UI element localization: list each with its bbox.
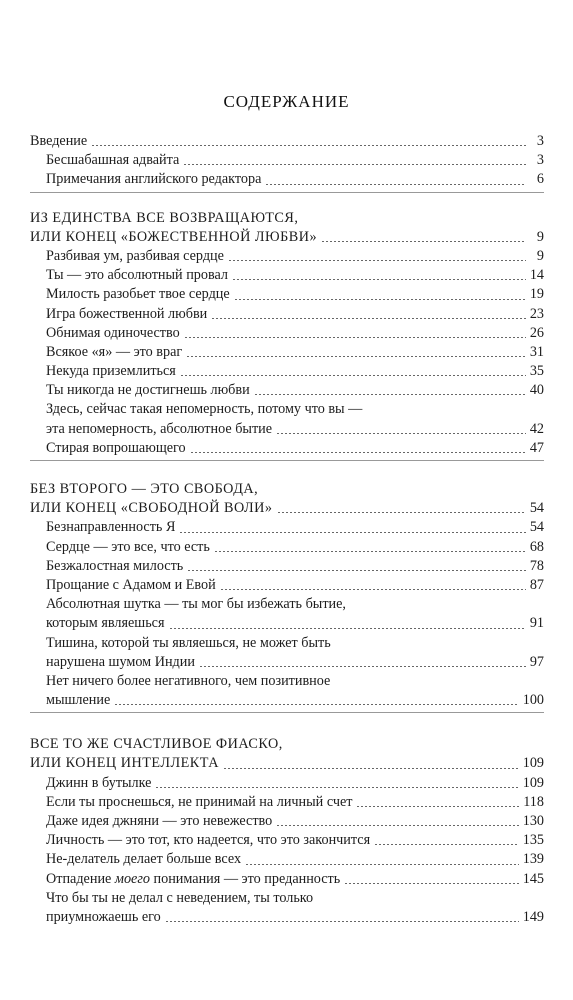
dot-leader	[190, 452, 526, 453]
toc-entry	[30, 170, 544, 189]
toc-entry	[30, 381, 544, 400]
entry-label: мышление	[46, 692, 111, 709]
page-number: 118	[523, 793, 544, 810]
toc-entry	[30, 247, 544, 266]
dot-leader	[214, 551, 526, 552]
entry-label: приумножаешь его	[46, 908, 161, 925]
dot-leader	[187, 570, 526, 571]
section-divider	[30, 460, 544, 461]
page-number: 100	[522, 692, 544, 709]
toc-entry	[30, 266, 544, 285]
dot-leader	[232, 279, 526, 280]
entry-label: Безнаправленность Я	[46, 519, 176, 536]
entry-label: которым являешься	[46, 615, 165, 632]
page-number: 47	[529, 439, 544, 456]
entry-label: Сердце — это все, что есть	[46, 538, 210, 555]
page-number: 68	[529, 538, 544, 555]
page-number: 23	[529, 305, 544, 322]
entry-label: Не-делатель делает больше всех	[46, 851, 242, 868]
page-number: 145	[522, 870, 544, 887]
page-number: 78	[529, 557, 544, 574]
page-number: 26	[529, 324, 544, 341]
section-heading-3-line2	[30, 754, 544, 773]
dot-leader	[220, 589, 526, 590]
toc-entry	[30, 324, 544, 343]
entry-label: нарушена шумом Индии	[46, 653, 195, 670]
entry-label: Если ты проснешься, не принимай на личный счет	[46, 793, 353, 810]
page-number: 3	[536, 152, 544, 169]
entry-label: Бесшабашная адвайта	[46, 152, 180, 169]
dot-leader	[186, 356, 526, 357]
entry-label: Джинн в бутылке	[46, 774, 152, 791]
entry-label: Ты — это абсолютный провал	[46, 267, 228, 284]
dot-leader	[169, 628, 526, 629]
dot-leader	[199, 666, 526, 667]
entry-label: Всякое «я» — это враг	[46, 343, 183, 360]
table-of-contents	[30, 132, 544, 927]
dot-leader	[276, 433, 526, 434]
page-number: 130	[522, 813, 544, 829]
page-number: 54	[529, 500, 544, 517]
entry-label: эта непомерность, абсолютное бытие	[46, 420, 273, 437]
toc-entry-line2	[30, 420, 544, 439]
page-number: 9	[536, 228, 544, 245]
page-number: 109	[522, 755, 544, 772]
toc-entry	[30, 305, 544, 324]
page-number: 135	[522, 832, 544, 849]
toc-entry	[30, 557, 544, 576]
page-number: 19	[529, 286, 544, 303]
section-divider	[30, 712, 544, 713]
toc-entry	[30, 793, 544, 812]
toc-entry-line2	[30, 614, 544, 633]
toc-entry	[30, 850, 544, 869]
dot-leader	[179, 532, 525, 533]
page-number: 3	[536, 133, 544, 149]
section-heading-2-line2	[30, 499, 544, 518]
toc-entry-line2	[30, 691, 544, 710]
entry-label	[46, 870, 340, 889]
section-heading-1-line2	[30, 228, 544, 247]
entry-label: Разбивая ум, разбивая сердце	[46, 247, 224, 264]
section-heading-text: ИЛИ КОНЕЦ «СВОБОДНОЙ ВОЛИ»	[30, 500, 273, 517]
entry-label: Обнимая одиночество	[46, 324, 180, 341]
dot-leader	[276, 825, 518, 826]
dot-leader	[234, 299, 526, 300]
entry-label: Примечания английского редактора	[46, 171, 262, 188]
entry-label: Даже идея джняни — это невежество	[46, 813, 273, 829]
dot-leader	[245, 864, 519, 865]
section-heading-text: ИЛИ КОНЕЦ «БОЖЕСТВЕННОЙ ЛЮБВИ»	[30, 228, 318, 245]
page-number: 91	[529, 615, 544, 632]
page-number: 35	[529, 363, 544, 380]
toc-entry-line2	[30, 908, 544, 927]
toc-entry	[30, 343, 544, 362]
toc-entry	[30, 774, 544, 793]
dot-leader	[344, 883, 519, 884]
entry-label-part: Отпадение	[46, 870, 115, 887]
dot-leader	[180, 375, 526, 376]
dot-leader	[321, 241, 526, 242]
page-number: 54	[529, 519, 544, 536]
toc-entry-line2	[30, 653, 544, 672]
toc-entry-line1: Здесь, сейчас такая непомерность, потому что вы —	[46, 401, 363, 418]
entry-label: Игра божественной любви	[46, 305, 208, 322]
page-number: 87	[529, 576, 544, 593]
toc-entry	[30, 576, 544, 595]
toc-entry-devotion	[30, 870, 544, 889]
toc-entry	[30, 812, 544, 831]
entry-label: Стирая вопрошающего	[46, 439, 186, 456]
dot-leader	[184, 337, 526, 338]
section-heading-3: ВСЕ ТО ЖЕ СЧАСТЛИВОЕ ФИАСКО,	[30, 736, 283, 753]
toc-entry-line1: Что бы ты не делал с неведением, ты только	[46, 889, 314, 906]
dot-leader	[254, 394, 526, 395]
toc-entry	[30, 151, 544, 170]
section-heading-1: ИЗ ЕДИНСТВА ВСЕ ВОЗВРАЩАЮТСЯ,	[30, 209, 299, 226]
entry-label-italic: моего	[114, 870, 150, 887]
dot-leader	[114, 704, 518, 705]
toc-entry-line1: Нет ничего более негативного, чем позитивное	[46, 672, 331, 689]
toc-entry	[30, 285, 544, 304]
toc-entry-line1: Тишина, которой ты являешься, не может быть	[46, 634, 331, 651]
toc-entry-intro	[30, 132, 544, 151]
dot-leader	[183, 164, 526, 165]
dot-leader	[91, 145, 526, 146]
entry-label: Милость разобьет твое сердце	[46, 286, 230, 303]
section-divider	[30, 192, 544, 193]
entry-label-part: понимания — это преданность	[149, 870, 341, 887]
page-number: 109	[522, 774, 544, 791]
dot-leader	[228, 260, 526, 261]
page-number: 31	[529, 343, 544, 360]
page-number: 9	[536, 247, 544, 264]
page-number: 139	[522, 851, 544, 868]
page-number: 40	[529, 382, 544, 399]
entry-label: Некуда приземлиться	[46, 363, 176, 380]
entry-label: Ты никогда не достигнешь любви	[46, 382, 250, 399]
page-number: 42	[529, 420, 544, 437]
dot-leader	[356, 806, 519, 807]
dot-leader	[211, 318, 526, 319]
page-number: 14	[529, 267, 544, 284]
page-number: 6	[536, 171, 544, 188]
entry-label: Введение	[30, 133, 88, 149]
page-title: СОДЕРЖАНИЕ	[223, 92, 350, 111]
toc-entry	[30, 538, 544, 557]
dot-leader	[165, 921, 519, 922]
toc-entry	[30, 831, 544, 850]
dot-leader	[155, 787, 518, 788]
page-number: 149	[522, 908, 544, 925]
dot-leader	[265, 184, 526, 185]
entry-label: Личность — это тот, кто надеется, что это закончится	[46, 832, 371, 849]
dot-leader	[223, 768, 519, 769]
dot-leader	[374, 844, 519, 845]
page-number: 97	[529, 653, 544, 670]
toc-entry	[30, 439, 544, 458]
entry-label: Прощание с Адамом и Евой	[46, 576, 216, 593]
toc-entry-line1: Абсолютная шутка — ты мог бы избежать бытие,	[46, 596, 346, 613]
dot-leader	[277, 512, 526, 513]
toc-entry	[30, 518, 544, 537]
entry-label: Безжалостная милость	[46, 557, 184, 574]
toc-entry	[30, 362, 544, 381]
section-heading-2: БЕЗ ВТОРОГО — ЭТО СВОБОДА,	[30, 481, 259, 497]
section-heading-text: ИЛИ КОНЕЦ ИНТЕЛЛЕКТА	[30, 755, 219, 772]
